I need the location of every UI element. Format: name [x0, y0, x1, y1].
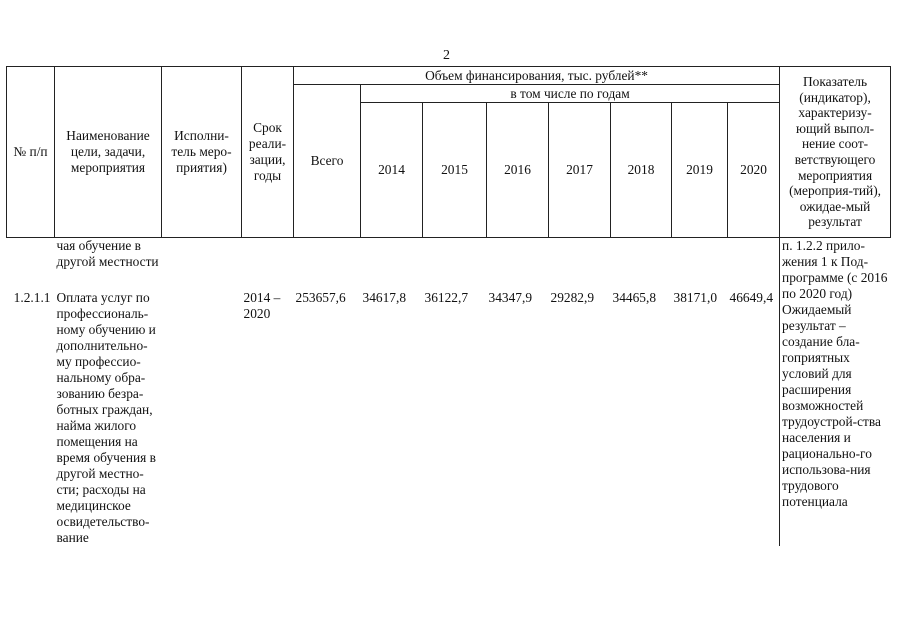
header-by-years: в том числе по годам	[361, 85, 780, 103]
header-year-2015: 2015	[423, 103, 487, 238]
header-year-2016: 2016	[487, 103, 549, 238]
row-term	[242, 238, 294, 291]
indicator-part-1: п. 1.2.2 прило-жения 1 к Под-программе (с 2016 по 2020 год)	[782, 238, 888, 301]
row-year-2016: 34347,9	[488, 290, 533, 305]
table-row	[7, 238, 891, 291]
header-funding: Объем финансирования, тыс. рублей**	[294, 67, 780, 85]
row-year-2015: 36122,7	[424, 290, 469, 305]
row-year-2019	[672, 238, 728, 291]
row-year-2019: 38171,0	[673, 290, 718, 305]
program-table	[6, 66, 891, 546]
header-year-2014: 2014	[361, 103, 423, 238]
header-year-2020: 2020	[728, 103, 780, 238]
header-total: Всего	[294, 85, 361, 238]
header-year-2019: 2019	[672, 103, 728, 238]
row-term: 2014 – 2020	[243, 290, 281, 321]
row-year-2020	[728, 238, 780, 291]
row-executor	[162, 238, 242, 291]
row-year-2017: 29282,9	[550, 290, 595, 305]
header-name: Наименование цели, задачи, мероприятия	[55, 67, 162, 238]
page-number: 2	[443, 48, 450, 63]
row-year-2020: 46649,4	[729, 290, 774, 305]
header-indicator: Показатель (индикатор), характеризу-ющий выпол-нение соот-ветствующего мероприятия (мероприя-тий), ожидае-мый результат	[780, 67, 891, 238]
row-year-2014: 34617,8	[362, 290, 407, 305]
header-executor: Исполни-тель меро-приятия)	[162, 67, 242, 238]
row-year-2018	[611, 238, 672, 291]
row-year-2014	[361, 238, 423, 291]
row-year-2017	[549, 238, 611, 291]
row-year-2018: 34465,8	[612, 290, 657, 305]
header-year-2017: 2017	[549, 103, 611, 238]
row-num: 1.2.1.1	[13, 290, 51, 305]
row-name: Оплата услуг по профессиональ-ному обучению и дополнительно-му профессио-нальному обра-зованию безра-ботных граждан, найма жилого помещения на время обучения в другой местно-сти; расходы на медицинское освидетельство-вание	[56, 290, 156, 545]
row-total	[294, 238, 361, 291]
row-indicator	[780, 238, 891, 547]
row-executor	[162, 290, 242, 546]
indicator-part-2: Ожидаемый результат – создание бла-гоприятных условий для расширения возможностей трудоустрой-ства населения и рационально-го использова-ния трудового потенциала	[782, 302, 881, 509]
row-year-2016	[487, 238, 549, 291]
row-total: 253657,6	[295, 290, 346, 305]
row-name: чая обучение в другой местности	[56, 238, 159, 269]
header-num: № п/п	[7, 67, 55, 238]
header-term: Срок реали-зации, годы	[242, 67, 294, 238]
header-year-2018: 2018	[611, 103, 672, 238]
table-row	[7, 290, 891, 546]
row-num	[7, 238, 55, 291]
row-year-2015	[423, 238, 487, 291]
